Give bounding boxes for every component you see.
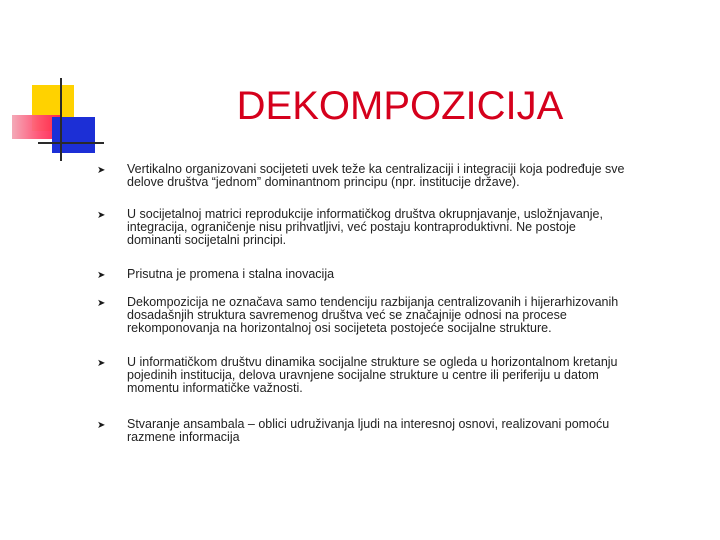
bullet-item-6 (97, 418, 697, 444)
bullet-text: U informatičkom društvu dinamika socijalne strukture se ogleda u horizontalnom kretanju pojedinih institucija, delova uravnjene socijalne strukture u centre ili periferiju u datom momentu informatičke važnosti. (127, 355, 618, 395)
bullet-item-5 (97, 356, 697, 395)
arrowhead-bullet-icon: ➤ (97, 210, 106, 221)
bullet-text: Dekompozicija ne označava samo tendenciju razbijanja centralizovanih i hijerarhizovanih dosadašnjih struktura savremenog društva već se značajnije odnosi na procese rekomponovanja na horizontalnoj osi socijeteta postojeće socijalne strukture. (127, 295, 619, 335)
arrowhead-bullet-icon: ➤ (97, 420, 106, 431)
bullet-text: U socijetalnoj matrici reprodukcije informatičkog društva okrupnjavanje, usložnjavanje, integracija, ograničenje nisu prihvatljivi, već postaju kontraproduktivni. Ne postoje dominanti socijetalni principi. (127, 207, 603, 247)
arrowhead-bullet-icon: ➤ (97, 270, 106, 281)
bullet-text: Prisutna je promena i stalna inovacija (127, 267, 335, 281)
arrowhead-bullet-icon: ➤ (97, 298, 106, 309)
bullet-item-1 (97, 163, 697, 189)
arrowhead-bullet-icon: ➤ (97, 165, 106, 176)
arrowhead-bullet-icon: ➤ (97, 358, 106, 369)
bullet-item-3 (97, 268, 697, 282)
bullet-item-4 (97, 296, 697, 335)
slide-title: DEKOMPOZICIJA (236, 84, 564, 128)
bullet-item-2 (97, 208, 697, 247)
bullet-text: Vertikalno organizovani socijeteti uvek teže ka centralizaciji i integraciji koja podređuje sve delove društva “jednom” dominantnom principu (npr. institucije države). (127, 162, 625, 189)
bullet-text: Stvaranje ansambala – oblici udruživanja ljudi na interesnoj osnovi, realizovani pomoću razmene informacija (127, 417, 610, 444)
